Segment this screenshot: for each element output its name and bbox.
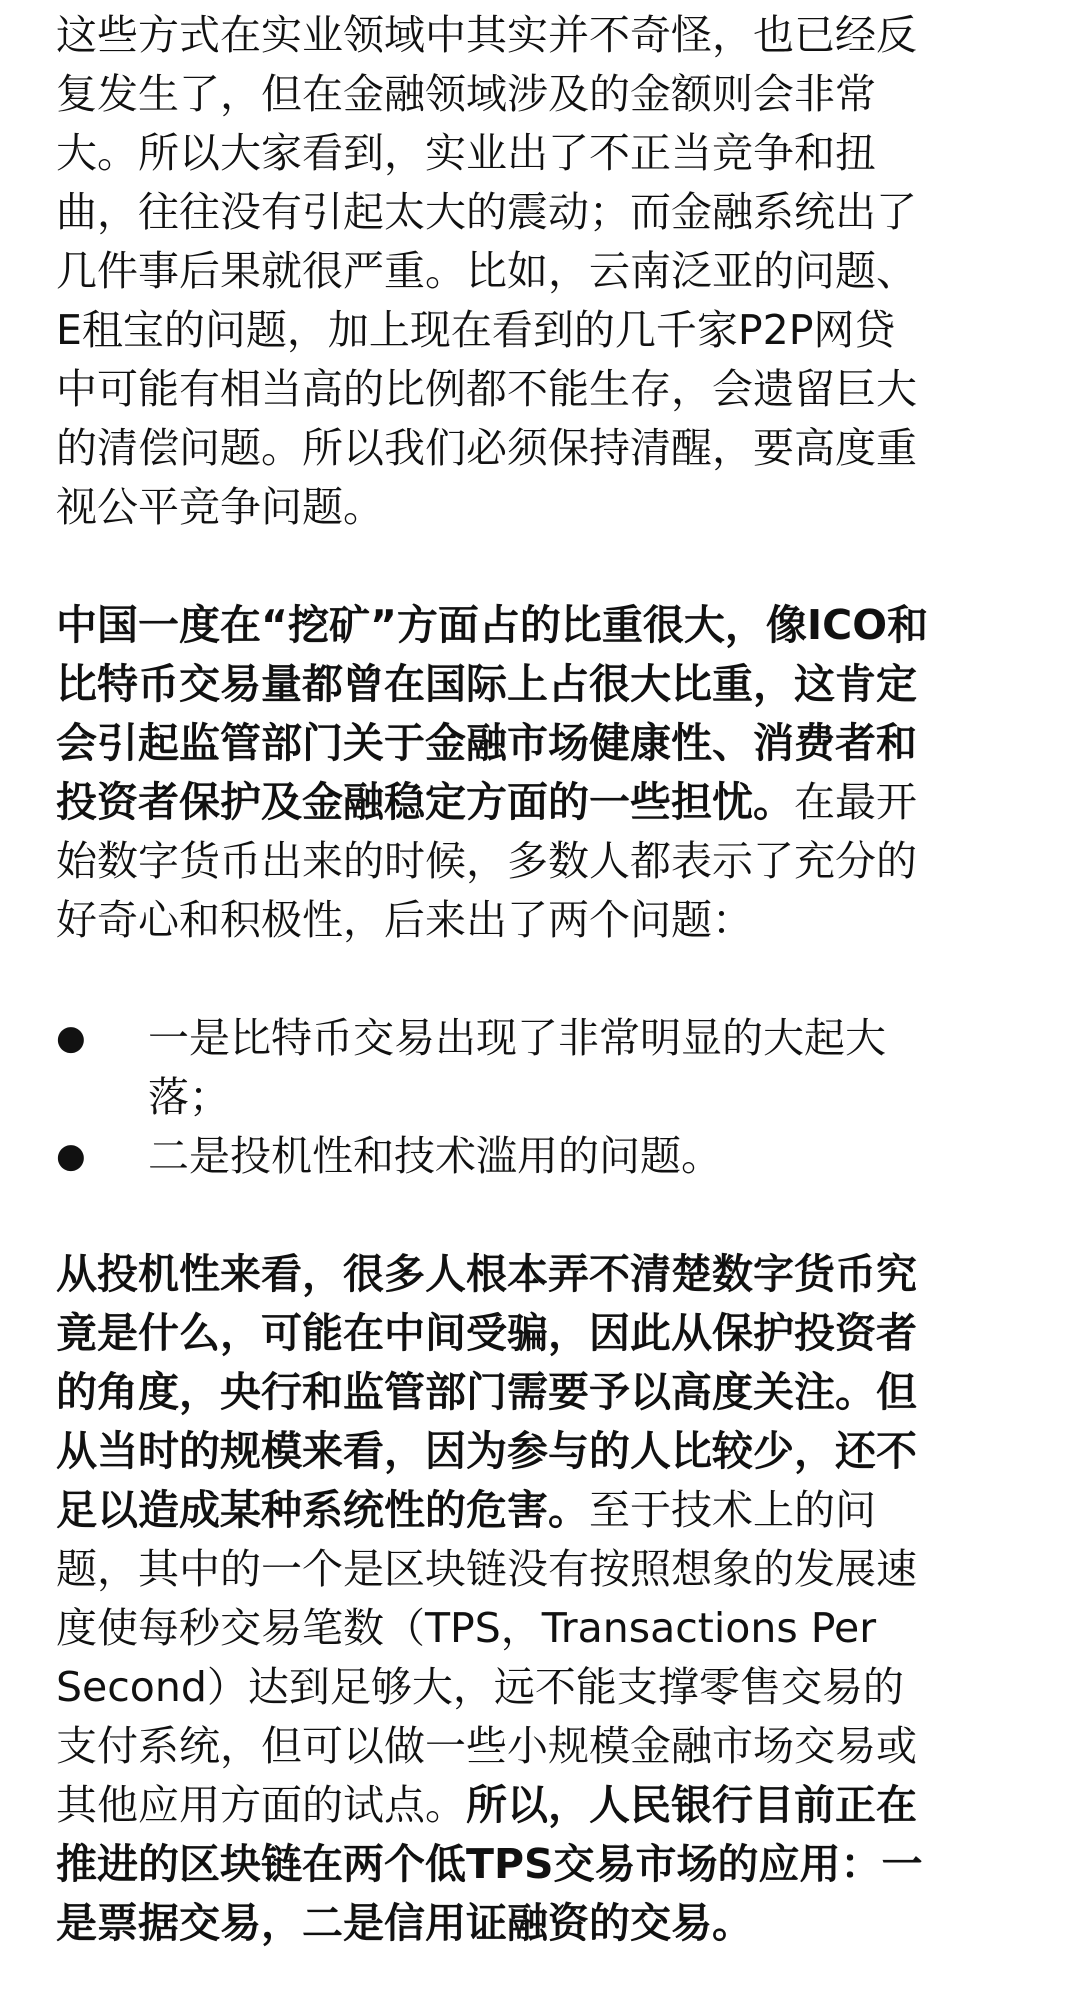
paragraph-speculation-tps [56,1245,1024,1953]
bold-text-line: 的角度，央行和监管部门需要予以高度关注。但 [56,1368,917,1416]
paragraph-spacer [56,1186,1024,1245]
paragraph-mining-concerns [56,596,1024,950]
text-line: 支付系统，但可以做一些小规模金融市场交易或 [56,1722,917,1770]
bullet-icon: ● [56,1018,86,1058]
text-line: 二是投机性和技术滥用的问题。 [148,1132,722,1180]
text-line: 度使每秒交易笔数（TPS，Transactions Per [56,1604,877,1652]
bullet-icon: ● [56,1136,86,1176]
text-line: 这些方式在实业领域中其实并不奇怪，也已经反 [56,11,917,59]
text-line: 题，其中的一个是区块链没有按照想象的发展速 [56,1545,917,1593]
text-line: 复发生了，但在金融领域涉及的金额则会非常 [56,70,876,118]
text-line: 的清偿问题。所以我们必须保持清醒，要高度重 [56,424,917,472]
text-segment: 在最开 [794,778,917,826]
text-segment: 其他应用方面的试点。 [56,1781,466,1829]
bold-text-line: 竟是什么，可能在中间受骗，因此从保护投资者 [56,1309,917,1357]
paragraph-fair-competition [56,6,1024,537]
text-line: 大。所以大家看到，实业出了不正当竞争和扭 [56,129,876,177]
bold-text-line: 会引起监管部门关于金融市场健康性、消费者和 [56,719,917,767]
text-line: E租宝的问题，加上现在看到的几千家P2P网贷 [56,306,896,354]
text-line: Second）达到足够大，远不能支撑零售交易的 [56,1663,904,1711]
text-segment: 至于技术上的问 [589,1486,876,1534]
text-line: 一是比特币交易出现了非常明显的大起大 [148,1014,886,1062]
bold-text-segment: 投资者保护及金融稳定方面的一些担忧。 [56,778,794,826]
article-body [56,6,1024,1953]
mixed-text-line [56,1481,1024,1540]
paragraph-spacer [56,950,1024,1009]
bold-text-line: 比特币交易量都曾在国际上占很大比重，这肯定 [56,660,917,708]
bold-text-segment: 所以，人民银行目前正在 [466,1781,917,1829]
text-line: 始数字货币出来的时候，多数人都表示了充分的 [56,837,917,885]
bold-text-line: 从投机性来看，很多人根本弄不清楚数字货币究 [56,1250,917,1298]
bold-text-line: 推进的区块链在两个低TPS交易市场的应用：一 [56,1840,923,1888]
list-item [56,1009,1024,1127]
text-line: 好奇心和积极性，后来出了两个问题： [56,896,753,944]
mixed-text-line [56,1776,1024,1835]
text-line: 几件事后果就很严重。比如，云南泛亚的问题、 [56,247,917,295]
text-line: 视公平竞争问题。 [56,483,384,531]
list-item [56,1127,1024,1186]
text-line: 曲，往往没有引起太大的震动；而金融系统出了 [56,188,917,236]
bold-text-line: 从当时的规模来看，因为参与的人比较少，还不 [56,1427,917,1475]
paragraph-spacer [56,537,1024,596]
bold-text-line: 是票据交易，二是信用证融资的交易。 [56,1899,753,1947]
mixed-text-line [56,773,1024,832]
bold-text-line: 中国一度在“挖矿”方面占的比重很大，像ICO和 [56,601,929,649]
text-line: 落； [148,1073,230,1121]
text-line: 中可能有相当高的比例都不能生存，会遗留巨大 [56,365,917,413]
bullet-list [56,1009,1024,1186]
bold-text-segment: 足以造成某种系统性的危害。 [56,1486,589,1534]
